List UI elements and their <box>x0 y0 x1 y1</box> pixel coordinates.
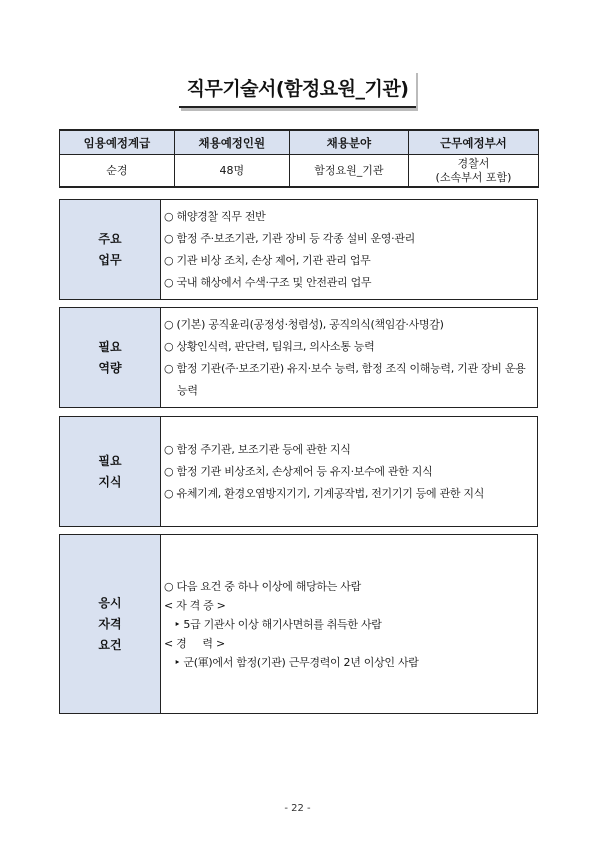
section-requirements <box>59 534 538 714</box>
section-duties <box>59 199 538 300</box>
duties-item: ○ 함정 주·보조기관, 기관 장비 등 각종 설비 운영·관리 <box>164 231 415 245</box>
competencies-label: 필요 역량 <box>60 308 161 407</box>
knowledge-item: ○ 함정 주기관, 보조기관 등에 관한 지식 <box>164 442 351 456</box>
certificate-item: ‣ 5급 기관사 이상 해기사면허를 취득한 사람 <box>174 617 382 631</box>
title-wrap <box>0 70 595 108</box>
competencies-item: ○ (기본) 공직윤리(공정성·청렴성), 공직의식(책임감·사명감) <box>164 317 444 331</box>
knowledge-content <box>161 417 537 526</box>
value-count: 48명 <box>174 155 289 188</box>
info-value-row <box>60 155 539 188</box>
header-field: 채용분야 <box>289 130 408 155</box>
value-rank: 순경 <box>60 155 175 188</box>
value-department: 경찰서 (소속부서 포함) <box>408 155 538 188</box>
requirements-content <box>161 535 537 713</box>
certificate-heading: < 자 격 증 > <box>164 598 226 612</box>
knowledge-label: 필요 지식 <box>60 417 161 526</box>
header-rank: 임용예정계급 <box>60 130 175 155</box>
page-number: - 22 - <box>284 803 311 814</box>
career-heading: < 경 력 > <box>164 636 225 650</box>
duties-item: ○ 해양경찰 직무 전반 <box>164 209 266 223</box>
career-item: ‣ 군(軍)에서 함정(기관) 근무경력이 2년 이상인 사람 <box>174 655 419 669</box>
requirements-label: 응시 자격 요건 <box>60 535 161 713</box>
document-title: 직무기술서(함정요원_기관) <box>179 70 417 108</box>
competencies-content <box>161 308 537 407</box>
competencies-item: ○ 함정 기관(주·보조기관) 유지·보수 능력, 함정 조직 이해능력, 기관 장비 운용 능력 <box>164 361 526 397</box>
section-knowledge <box>59 416 538 527</box>
duties-item: ○ 기관 비상 조치, 손상 제어, 기관 관리 업무 <box>164 253 371 267</box>
duties-item: ○ 국내 해상에서 수색·구조 및 안전관리 업무 <box>164 275 372 289</box>
competencies-item: ○ 상황인식력, 판단력, 팀워크, 의사소통 능력 <box>164 339 375 353</box>
value-field: 함정요원_기관 <box>289 155 408 188</box>
info-header-row <box>60 130 539 155</box>
duties-content <box>161 200 537 299</box>
header-department: 근무예정부서 <box>408 130 538 155</box>
header-count: 채용예정인원 <box>174 130 289 155</box>
section-competencies <box>59 307 538 408</box>
requirements-intro: ○ 다음 요건 중 하나 이상에 해당하는 사람 <box>164 579 361 593</box>
knowledge-item: ○ 유체기계, 환경오염방지기기, 기계공작법, 전기기기 등에 관한 지식 <box>164 486 485 500</box>
info-table <box>59 129 539 188</box>
knowledge-item: ○ 함정 기관 비상조치, 손상제어 등 유지·보수에 관한 지식 <box>164 464 433 478</box>
duties-label: 주요 업무 <box>60 200 161 299</box>
